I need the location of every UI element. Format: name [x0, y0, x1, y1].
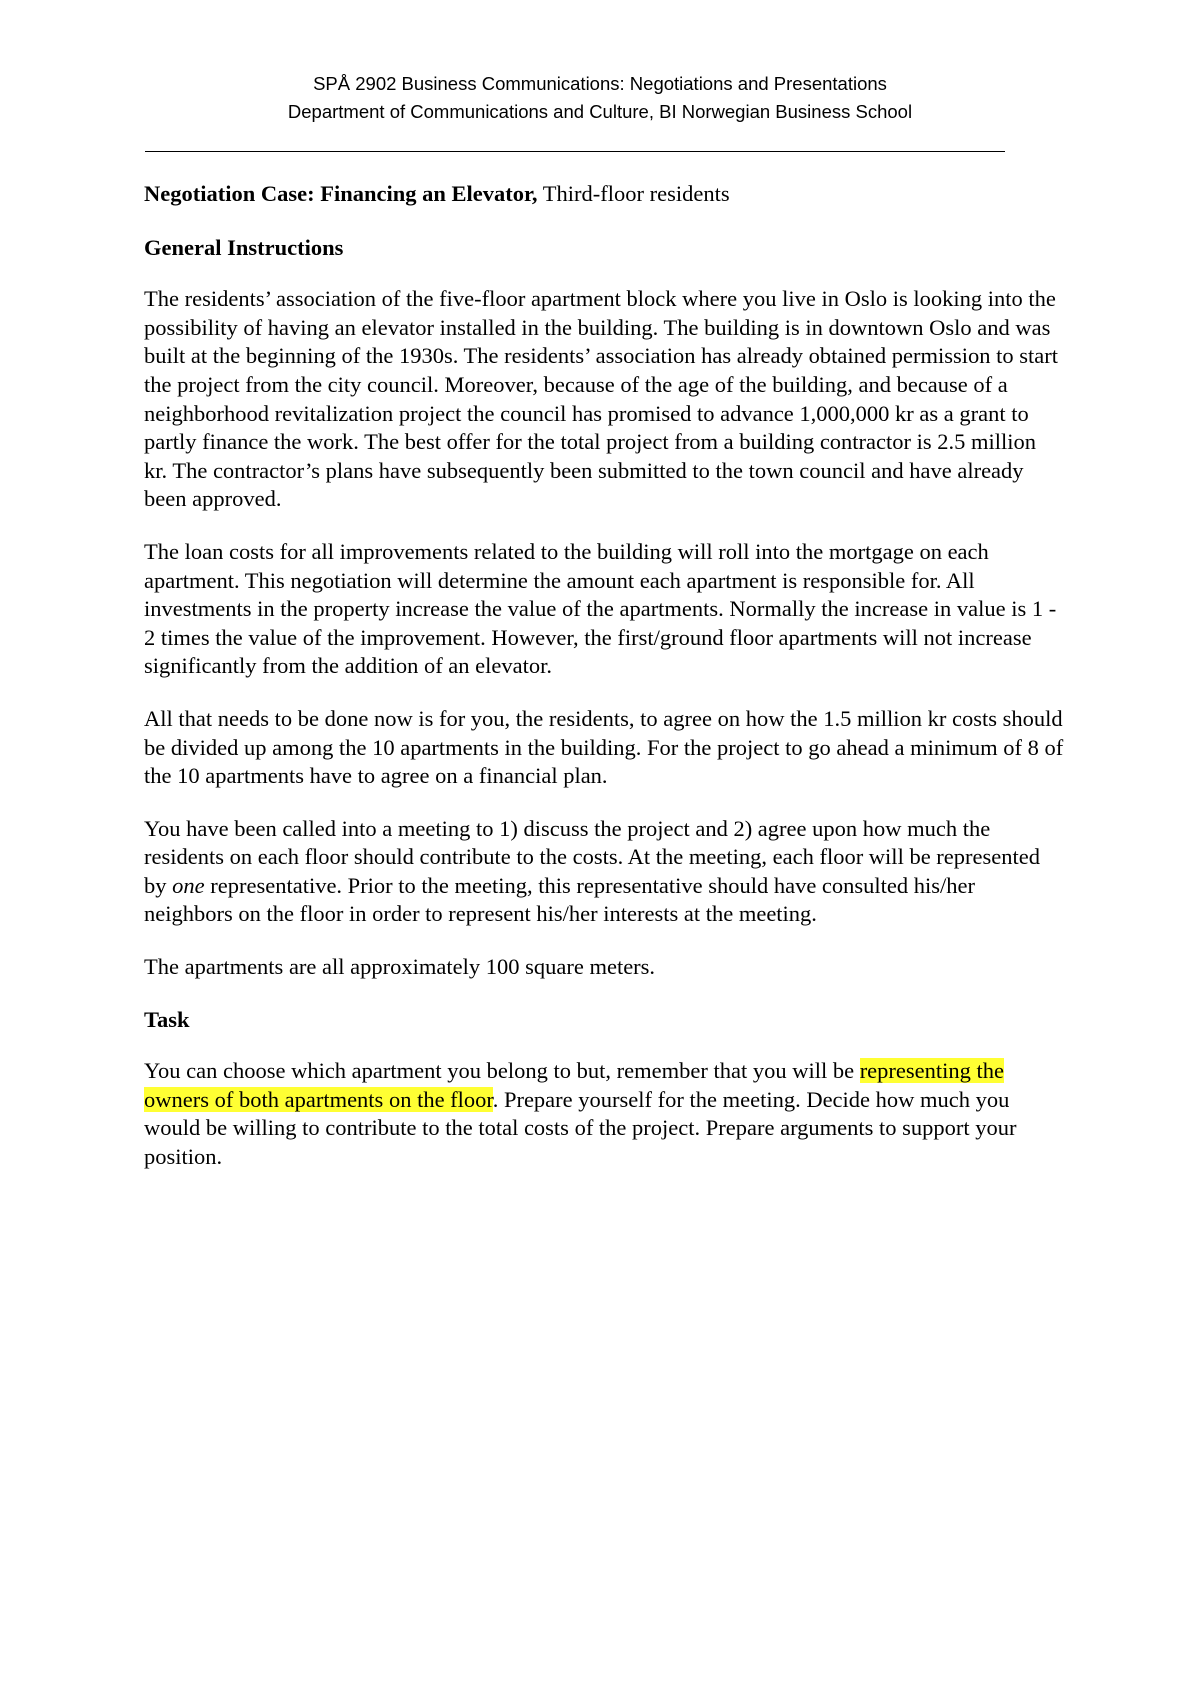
- task-text-start: You can choose which apartment you belong to but, remember that you will be: [144, 1058, 860, 1084]
- document-header: [0, 70, 1200, 126]
- case-title-bold: Negotiation Case: Financing an Elevator,: [144, 181, 538, 206]
- task-text-end: . Prepare yourself for the meeting. Decide how much you would be willing to contribute to the total costs of the project. Prepare arguments to support your position.: [144, 1086, 1017, 1170]
- course-title: SPÅ 2902 Business Communications: Negotiations and Presentations: [313, 73, 887, 94]
- case-title: [144, 180, 1064, 209]
- paragraph-1: The residents’ association of the five-floor apartment block where you live in Oslo is looking into the possibility of having an elevator installed in the building. The building is in downtown Oslo and was built at the beginning of the 1930s. The residents’ association has already obtained permission to start the project from the city council. Moreover, because of the age of the building, and because of a neighborhood revitalization project the council has promised to advance 1,000,000 kr as a grant to partly finance the work. The best offer for the total project from a building contractor is 2.5 million kr. The contractor’s plans have subsequently been submitted to the town council and have already been approved.: [144, 286, 1058, 512]
- paragraph-4-emphasis: one: [172, 872, 205, 898]
- department-name: Department of Communications and Culture, BI Norwegian Business School: [287, 101, 913, 122]
- general-instructions-heading: General Instructions: [144, 234, 344, 260]
- paragraph-2: The loan costs for all improvements related to the building will roll into the mortgage on each apartment. This negotiation will determine the amount each apartment is responsible for. All investments in the property increase the value of the apartments. Normally the increase in value is 1 - 2 times the value of the improvement. However, the first/ground floor apartments will not increase significantly from the addition of an elevator.: [144, 538, 1057, 679]
- highlighted-text: representing the owners of both apartments on the floor: [144, 1058, 1005, 1112]
- document-body: [144, 180, 1064, 1196]
- task-heading: Task: [144, 1006, 190, 1032]
- paragraph-4-start: You have been called into a meeting to 1) discuss the project and 2) agree upon how much the residents on each floor should contribute to the costs. At the meeting, each floor will be represented by: [144, 815, 1040, 898]
- task-paragraph: [144, 1057, 1064, 1171]
- paragraph-4-end: representative. Prior to the meeting, this representative should have consulted his/her neighbors on the floor in order to represent his/her interests at the meeting.: [144, 872, 976, 927]
- case-role: Third-floor residents: [537, 181, 730, 206]
- paragraph-3: All that needs to be done now is for you, the residents, to agree on how the 1.5 million kr costs should be divided up among the 10 apartments in the building. For the project to go ahead a minimum of 8 of the 10 apartments have to agree on a financial plan.: [144, 705, 1064, 789]
- paragraph-4: [144, 815, 1064, 929]
- header-divider: [145, 151, 1005, 152]
- paragraph-5: The apartments are all approximately 100 square meters.: [144, 954, 656, 980]
